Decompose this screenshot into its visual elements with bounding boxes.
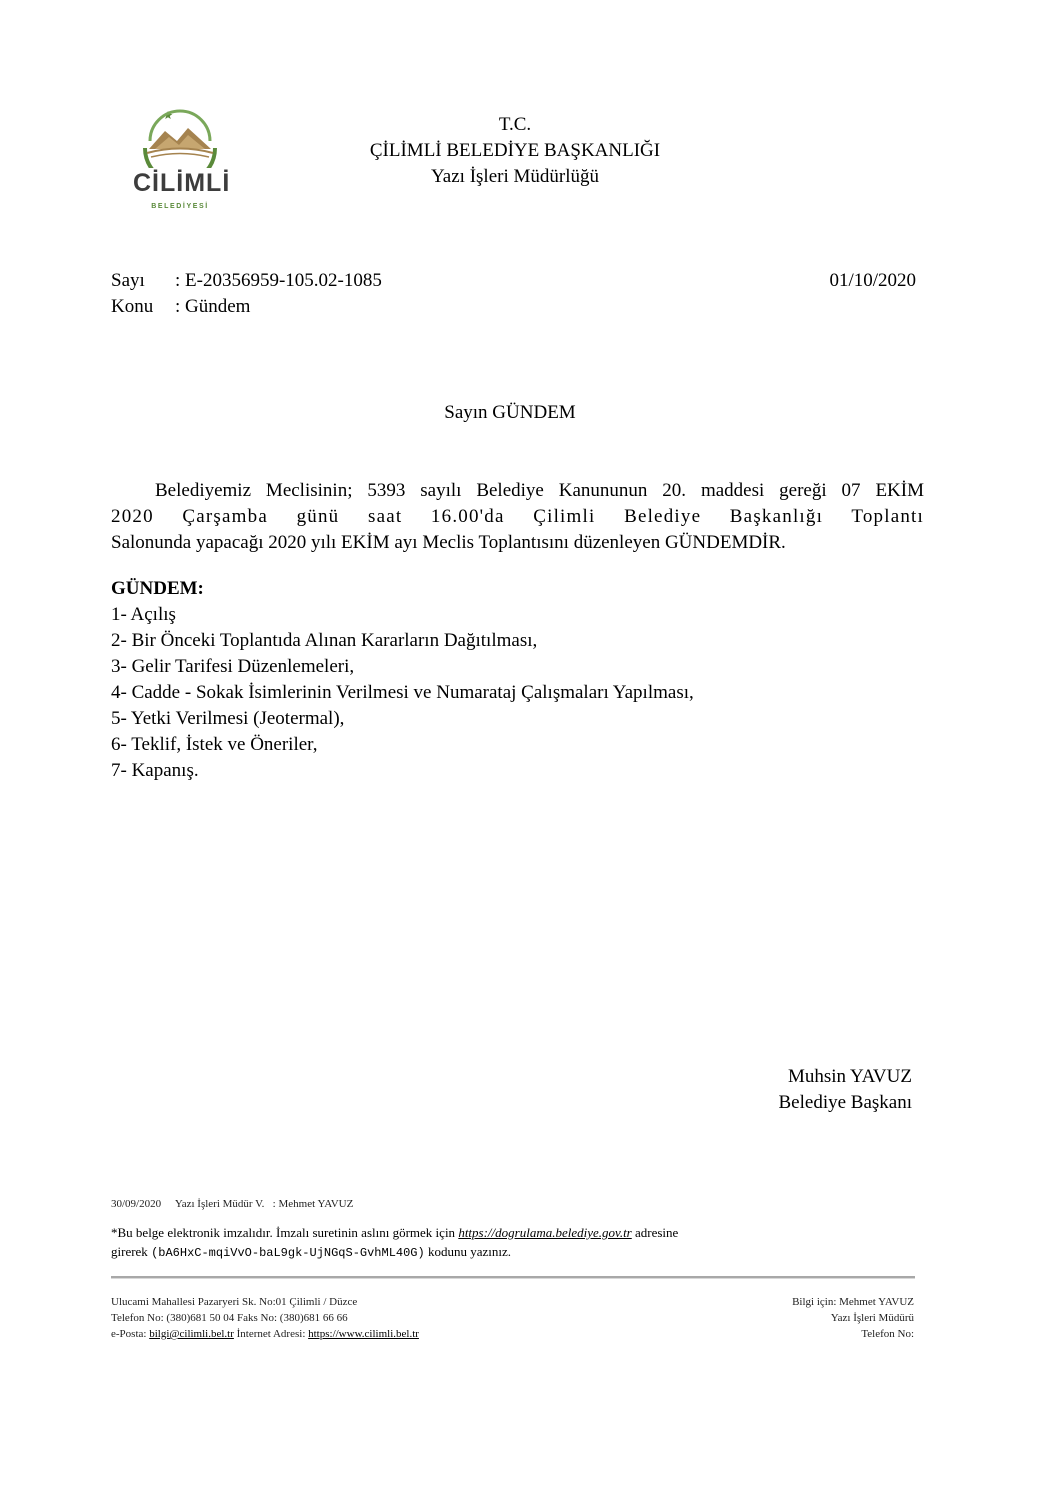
header-line-institution: ÇİLİMLİ BELEDİYE BAŞKANLIĞI xyxy=(369,140,661,161)
footer-phone: Telefon No: (380)681 50 04 Faks No: (380)681 66 66 xyxy=(111,1312,348,1324)
approval-date: 30/09/2020 xyxy=(111,1198,162,1210)
logo-subtitle: BELEDİYESİ xyxy=(151,203,209,210)
agenda-item: 6- Teklif, İstek ve Öneriler, xyxy=(111,734,318,755)
konu-label: Konu xyxy=(111,296,154,317)
footer-info-phone: Telefon No: xyxy=(861,1328,914,1340)
logo-wordmark: CİLİMLİ xyxy=(133,169,231,197)
approval-name: : Mehmet YAVUZ xyxy=(272,1198,354,1210)
body-line-2: 2020 Çarşamba günü saat 16.00'da Çilimli Belediye Başkanlığı Toplantı xyxy=(111,506,924,527)
verification-code: (bA6HxC-mqiVvO-baL9gk-UjNGqS-GvhML40G) xyxy=(151,1246,425,1260)
esign-note-line-1 xyxy=(111,1223,678,1242)
signatory-name: Muhsin YAVUZ xyxy=(787,1066,912,1087)
sayi-value: : E-20356959-105.02-1085 xyxy=(175,270,382,291)
sayi-label: Sayı xyxy=(111,270,145,291)
agenda-item: 7- Kapanış. xyxy=(111,760,199,781)
agenda-item: 1- Açılış xyxy=(111,604,176,625)
esign-text: adresine xyxy=(631,1225,679,1240)
esign-text: *Bu belge elektronik imzalıdır. İmzalı suretinin aslını görmek için xyxy=(111,1225,459,1240)
web-label: İnternet Adresi: xyxy=(233,1328,309,1340)
email-label: e-Posta: xyxy=(111,1328,150,1340)
header-line-tc: T.C. xyxy=(498,114,532,135)
footer-address: Ulucami Mahallesi Pazaryeri Sk. No:01 Çilimli / Düzce xyxy=(111,1296,358,1308)
esign-text: kodunu yazınız. xyxy=(424,1244,512,1259)
esign-text: girerek xyxy=(111,1244,152,1259)
agenda-title: GÜNDEM: xyxy=(111,578,204,599)
logo-emblem-icon xyxy=(133,108,227,168)
footer-info-contact: Bilgi için: Mehmet YAVUZ xyxy=(792,1296,914,1308)
agenda-item: 3- Gelir Tarifesi Düzenlemeleri, xyxy=(111,656,355,677)
footer-contact xyxy=(111,1327,419,1342)
body-line-3: Salonunda yapacağı 2020 yılı EKİM ayı Meclis Toplantısını düzenleyen GÜNDEMDİR. xyxy=(111,532,786,553)
agenda-item: 2- Bir Önceki Toplantıda Alınan Kararların Dağıtılması, xyxy=(111,630,538,651)
website-link[interactable]: https://www.cilimli.bel.tr xyxy=(308,1328,419,1340)
esign-note-line-2 xyxy=(111,1242,511,1263)
body-line-1: Belediyemiz Meclisinin; 5393 sayılı Belediye Kanununun 20. maddesi gereği 07 EKİM xyxy=(155,480,924,501)
agenda-item: 4- Cadde - Sokak İsimlerinin Verilmesi ve Numarataj Çalışmaları Yapılması, xyxy=(111,682,694,703)
agenda-item: 5- Yetki Verilmesi (Jeotermal), xyxy=(111,708,345,729)
salutation: Sayın GÜNDEM xyxy=(444,402,576,423)
approval-role: Yazı İşleri Müdür V. xyxy=(174,1198,265,1210)
verification-link[interactable]: https://dogrulama.belediye.gov.tr xyxy=(458,1225,632,1240)
konu-value: : Gündem xyxy=(175,296,251,317)
footer-divider xyxy=(111,1276,915,1279)
footer-info-role: Yazı İşleri Müdürü xyxy=(830,1312,914,1324)
header-line-department: Yazı İşleri Müdürlüğü xyxy=(430,166,599,187)
approval-line xyxy=(111,1197,353,1212)
municipality-logo xyxy=(133,108,231,220)
email-link[interactable]: bilgi@cilimli.bel.tr xyxy=(149,1328,234,1340)
signatory-title: Belediye Başkanı xyxy=(778,1092,912,1113)
document-date: 01/10/2020 xyxy=(829,270,916,291)
